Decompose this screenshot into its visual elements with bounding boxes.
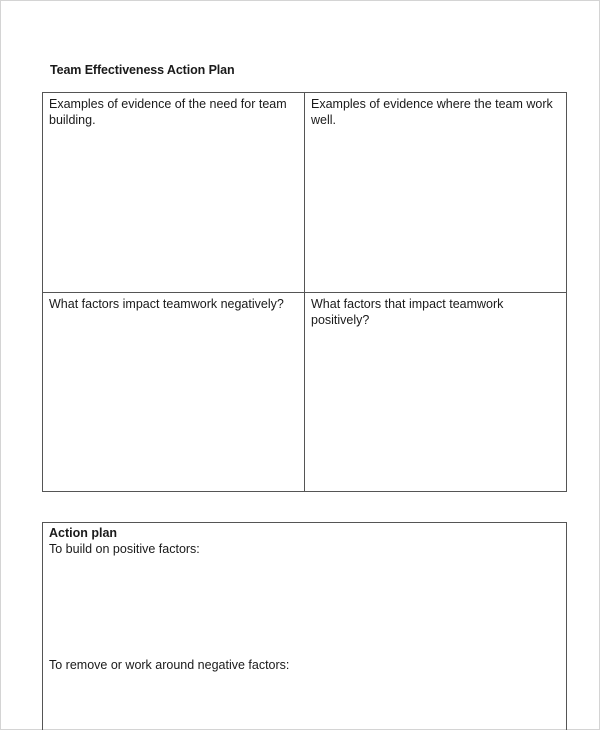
cell-positive-factors: What factors that impact teamwork positively? (305, 292, 567, 492)
action-plan-box (42, 522, 567, 730)
page-title: Team Effectiveness Action Plan (50, 63, 235, 77)
build-positive-label: To build on positive factors: (49, 542, 200, 556)
action-plan-heading: Action plan (49, 526, 118, 540)
cell-evidence-need-team-building: Examples of evidence of the need for team building. (43, 93, 305, 293)
table-row (43, 292, 567, 492)
cell-evidence-team-works-well: Examples of evidence where the team work well. (305, 93, 567, 293)
table-row (43, 93, 567, 293)
remove-negative-label: To remove or work around negative factors: (49, 658, 290, 672)
evidence-factors-table (42, 92, 567, 492)
cell-negative-factors: What factors impact teamwork negatively? (43, 292, 305, 492)
